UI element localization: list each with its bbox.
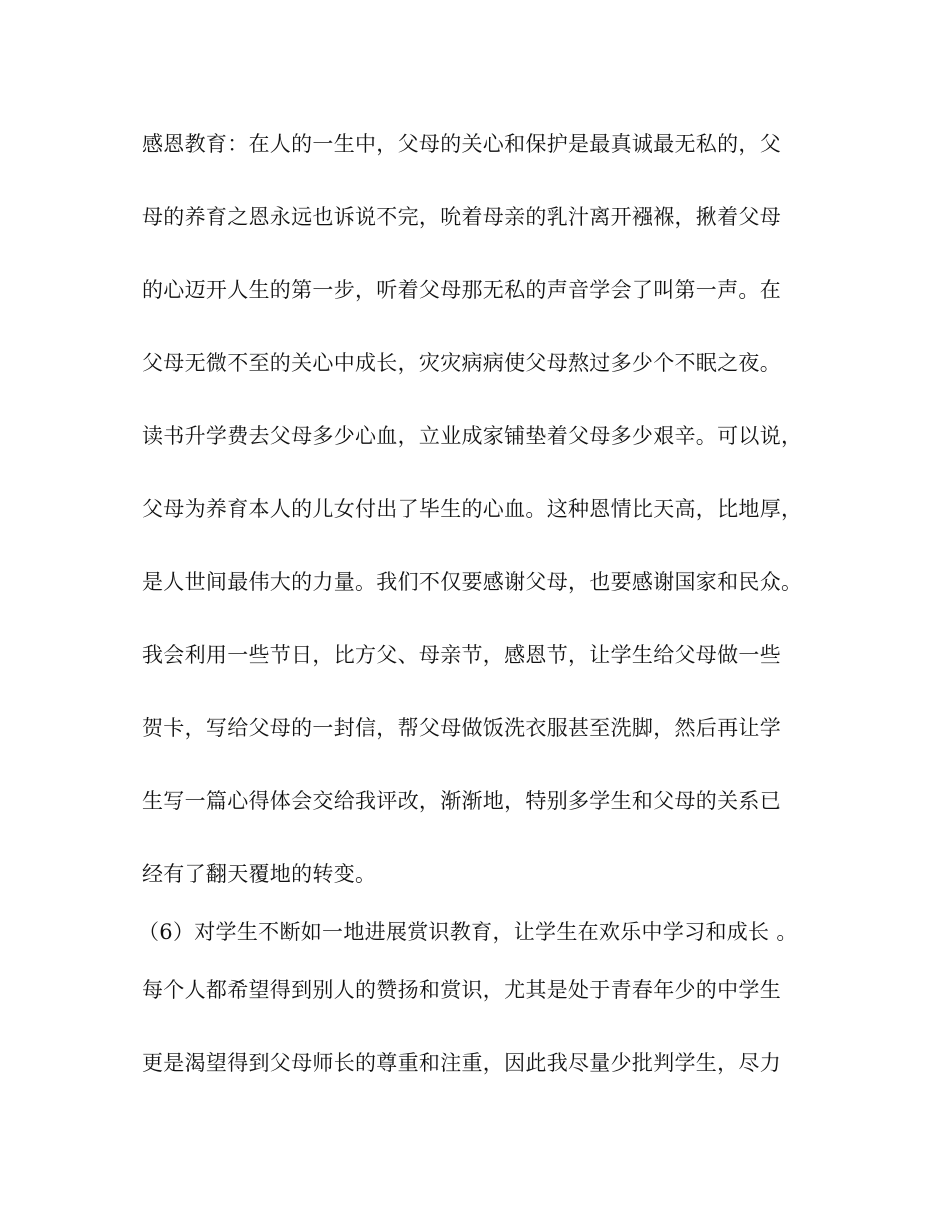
text-line: 感恩教育：在人的一生中，父母的关心和保护是最真诚最无私的，父 [142, 132, 781, 156]
text-line: 的心迈开人生的第一步，听着父母那无私的声音学会了叫第一声。在 [142, 278, 781, 302]
text-line: 母的养育之恩永远也诉说不完，吮着母亲的乳汁离开襁褓，揪着父母 [142, 205, 781, 229]
section-heading-line: （6）对学生不断如一地进展赏识教育，让学生在欢乐中学习和成长 。 [138, 920, 798, 944]
text-line: 读书升学费去父母多少心血，立业成家铺垫着父母多少艰辛。可以说， [142, 424, 803, 448]
text-line: 父母无微不至的关心中成长，灾灾病病使父母熬过多少个不眠之夜。 [142, 351, 781, 375]
text-line: 父母为养育本人的儿女付出了毕生的心血。这种恩情比天高，比地厚， [142, 497, 803, 521]
text-line: 是人世间最伟大的力量。我们不仅要感谢父母，也要感谢国家和民众。 [142, 570, 803, 594]
text-line: 生写一篇心得体会交给我评改，渐渐地，特别多学生和父母的关系已 [142, 789, 781, 813]
text-line: 每个人都希望得到别人的赞扬和赏识，尤其是处于青春年少的中学生 [142, 978, 781, 1002]
text-line: 经有了翻天覆地的转变。 [142, 862, 377, 886]
text-line: 更是渴望得到父母师长的尊重和注重，因此我尽量少批判学生，尽力 [142, 1051, 781, 1075]
text-line: 贺卡，写给父母的一封信，帮父母做饭洗衣服甚至洗脚，然后再让学 [142, 716, 781, 740]
text-line: 我会利用一些节日，比方父、母亲节，感恩节，让学生给父母做一些 [142, 643, 781, 667]
